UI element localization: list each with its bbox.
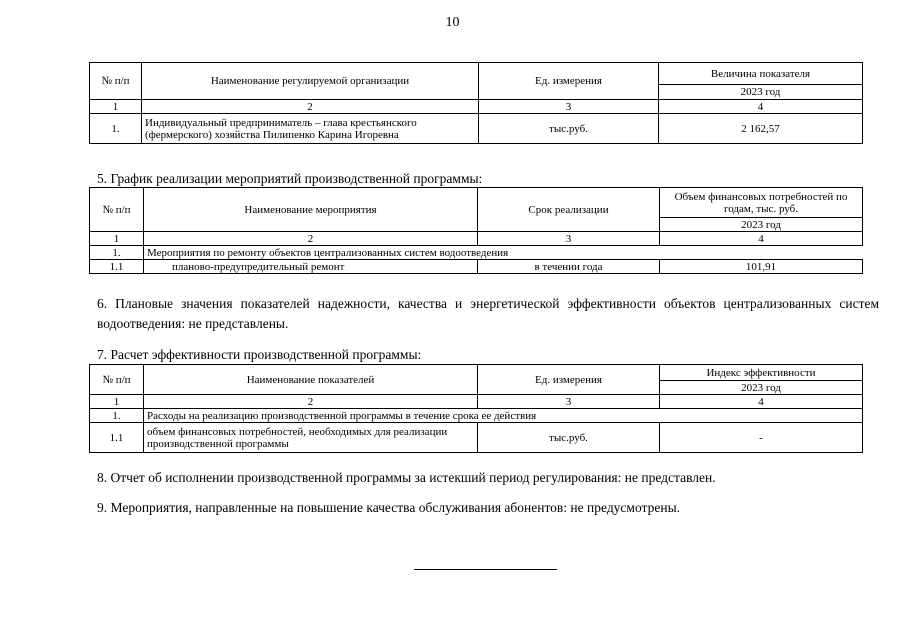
- index-row: [90, 232, 863, 246]
- row-value: 2 162,57: [659, 114, 863, 144]
- page-number: 10: [445, 15, 460, 30]
- group-row: [90, 409, 863, 423]
- header-efficiency-index: Индекс эффективности: [660, 365, 863, 381]
- index-cell: 3: [478, 232, 660, 246]
- row-value: 101,91: [660, 260, 863, 274]
- header-year: 2023 год: [659, 85, 863, 100]
- section6-text: 6. Плановые значения показателей надежности, качества и энергетической эффективности объектов централизованных систем водоотведения: не представлены.: [97, 296, 879, 331]
- header-unit: Ед. измерения: [478, 365, 660, 395]
- section7-title: 7. Расчет эффективности производственной программы:: [97, 347, 422, 362]
- group-text: Мероприятия по ремонту объектов централизованных систем водоотведения: [144, 246, 863, 260]
- index-cell: 3: [479, 100, 659, 114]
- index-cell: 4: [660, 395, 863, 409]
- header-term: Срок реализации: [478, 188, 660, 232]
- index-cell: 1: [90, 100, 142, 114]
- signature-line: [414, 569, 557, 570]
- table-row: [90, 423, 863, 453]
- header-activity-name: Наименование мероприятия: [144, 188, 478, 232]
- index-cell: 4: [660, 232, 863, 246]
- group-row: [90, 246, 863, 260]
- index-cell: 1: [90, 232, 144, 246]
- header-year: 2023 год: [660, 381, 863, 395]
- index-cell: 2: [144, 395, 478, 409]
- row-organization-name: Индивидуальный предприниматель – глава крестьянского (фермерского) хозяйства Пилипенко Карина Игоревна: [142, 114, 479, 144]
- group-num: 1.: [90, 246, 144, 260]
- row-activity-name: планово-предупредительный ремонт: [144, 260, 478, 274]
- organization-table: [89, 62, 863, 144]
- row-term: в течении года: [478, 260, 660, 274]
- index-cell: 4: [659, 100, 863, 114]
- row-num: 1.1: [90, 260, 144, 274]
- group-text: Расходы на реализацию производственной программы в течение срока ее действия: [144, 409, 863, 423]
- row-unit: тыс.руб.: [478, 423, 660, 453]
- section8-text: 8. Отчет об исполнении производственной программы за истекший период регулирования: не представлен.: [97, 470, 716, 485]
- table-row: [90, 114, 863, 144]
- section5-title: 5. График реализации мероприятий производственной программы:: [97, 171, 483, 186]
- header-num: № п/п: [90, 63, 142, 100]
- group-num: 1.: [90, 409, 144, 423]
- index-cell: 2: [142, 100, 479, 114]
- header-num: № п/п: [90, 188, 144, 232]
- header-indicator-name: Наименование показателей: [144, 365, 478, 395]
- row-unit: тыс.руб.: [479, 114, 659, 144]
- efficiency-table: [89, 364, 863, 453]
- schedule-table: [89, 187, 863, 274]
- header-organization-name: Наименование регулируемой организации: [142, 63, 479, 100]
- row-num: 1.1: [90, 423, 144, 453]
- header-year: 2023 год: [660, 218, 863, 232]
- index-row: [90, 395, 863, 409]
- index-cell: 2: [144, 232, 478, 246]
- table-row: [90, 260, 863, 274]
- index-cell: 1: [90, 395, 144, 409]
- header-unit: Ед. измерения: [479, 63, 659, 100]
- index-row: [90, 100, 863, 114]
- row-value: -: [660, 423, 863, 453]
- row-num: 1.: [90, 114, 142, 144]
- index-cell: 3: [478, 395, 660, 409]
- row-indicator-name: объем финансовых потребностей, необходимых для реализации производственной программы: [144, 423, 478, 453]
- header-financial-needs: Объем финансовых потребностей по годам, тыс. руб.: [660, 188, 863, 218]
- section9-text: 9. Мероприятия, направленные на повышение качества обслуживания абонентов: не предусмотрены.: [97, 500, 681, 515]
- header-indicator-value: Величина показателя: [659, 63, 863, 85]
- header-num: № п/п: [90, 365, 144, 395]
